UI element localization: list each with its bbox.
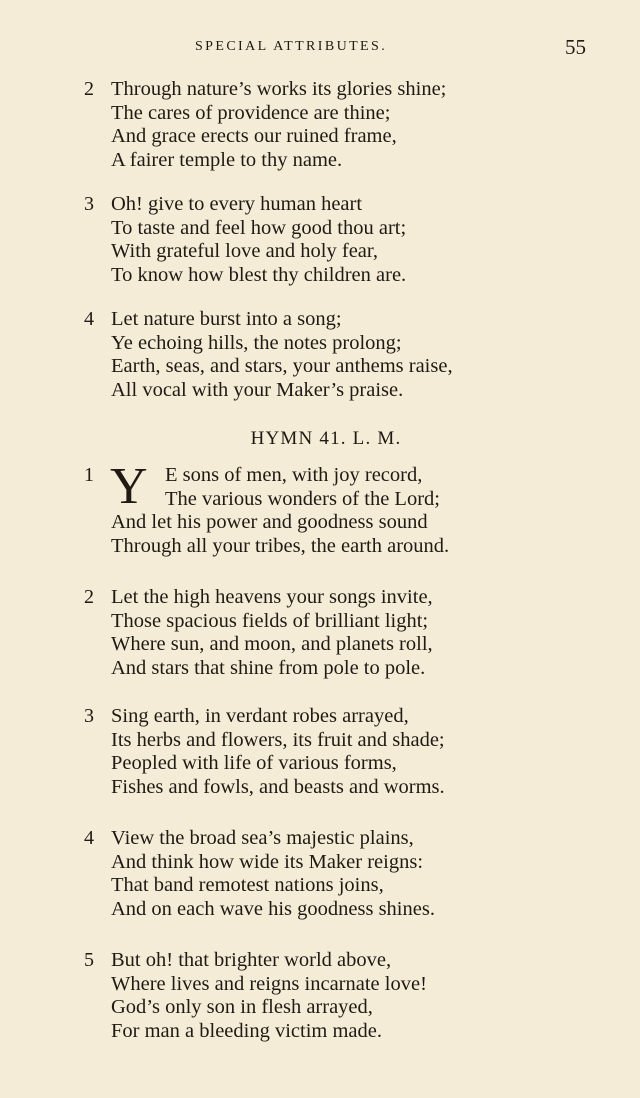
- verse-line: The cares of providence are thine;: [111, 101, 391, 124]
- stanza-number: 1: [84, 464, 94, 486]
- verse-line: Its herbs and flowers, its fruit and shade;: [111, 728, 445, 751]
- verse-line: Those spacious fields of brilliant light;: [111, 609, 429, 632]
- verse-line: To taste and feel how good thou art;: [111, 216, 407, 239]
- verse-line: And on each wave his goodness shines.: [111, 897, 435, 920]
- verse-line: Fishes and fowls, and beasts and worms.: [111, 775, 445, 798]
- hymn-title: HYMN 41. L. M.: [250, 428, 402, 449]
- verse-line: Oh! give to every human heart: [111, 193, 363, 215]
- verse-line: For man a bleeding victim made.: [111, 1019, 382, 1042]
- stanza-number: 5: [84, 949, 94, 971]
- stanza-number: 4: [84, 827, 94, 849]
- verse-line: Through all your tribes, the earth around.: [111, 534, 450, 557]
- stanza-number: 3: [84, 705, 94, 727]
- verse-line: Peopled with life of various forms,: [111, 752, 397, 774]
- verse-line: Through nature’s works its glories shine;: [111, 78, 447, 100]
- verse-line: All vocal with your Maker’s praise.: [111, 378, 404, 401]
- verse-line: With grateful love and holy fear,: [111, 240, 379, 262]
- verse-line: View the broad sea’s majestic plains,: [111, 827, 414, 849]
- verse-line: The various wonders of the Lord;: [165, 487, 440, 510]
- running-head: [0, 37, 640, 61]
- verse-line: Earth, seas, and stars, your anthems raise,: [111, 355, 453, 377]
- verse-line: A fairer temple to thy name.: [111, 148, 343, 171]
- stanza-number: 3: [84, 193, 94, 215]
- verse-line: That band remotest nations joins,: [111, 874, 384, 896]
- running-title: SPECIAL ATTRIBUTES.: [195, 39, 388, 54]
- verse-line: God’s only son in flesh arrayed,: [111, 996, 373, 1018]
- verse-line: To know how blest thy children are.: [111, 263, 407, 286]
- page-number: 55: [565, 35, 586, 59]
- drop-cap: Y: [110, 458, 148, 515]
- stanza-number: 4: [84, 308, 94, 330]
- stanza-number: 2: [84, 586, 94, 608]
- stanza-number: 2: [84, 78, 94, 100]
- verse-line: Where sun, and moon, and planets roll,: [111, 633, 433, 655]
- verse-line: Sing earth, in verdant robes arrayed,: [111, 705, 409, 727]
- verse-line: Let the high heavens your songs invite,: [111, 586, 433, 608]
- verse-line: But oh! that brighter world above,: [111, 949, 392, 971]
- verse-line: Let nature burst into a song;: [111, 308, 342, 330]
- verse-line: And grace erects our ruined frame,: [111, 125, 397, 147]
- verse-line: And stars that shine from pole to pole.: [111, 656, 426, 679]
- verse-line: And let his power and goodness sound: [111, 511, 428, 533]
- verse-line: Ye echoing hills, the notes prolong;: [111, 331, 402, 354]
- verse-line: E sons of men, with joy record,: [165, 464, 423, 486]
- verse-line: Where lives and reigns incarnate love!: [111, 972, 427, 995]
- verse-line: And think how wide its Maker reigns:: [111, 850, 424, 873]
